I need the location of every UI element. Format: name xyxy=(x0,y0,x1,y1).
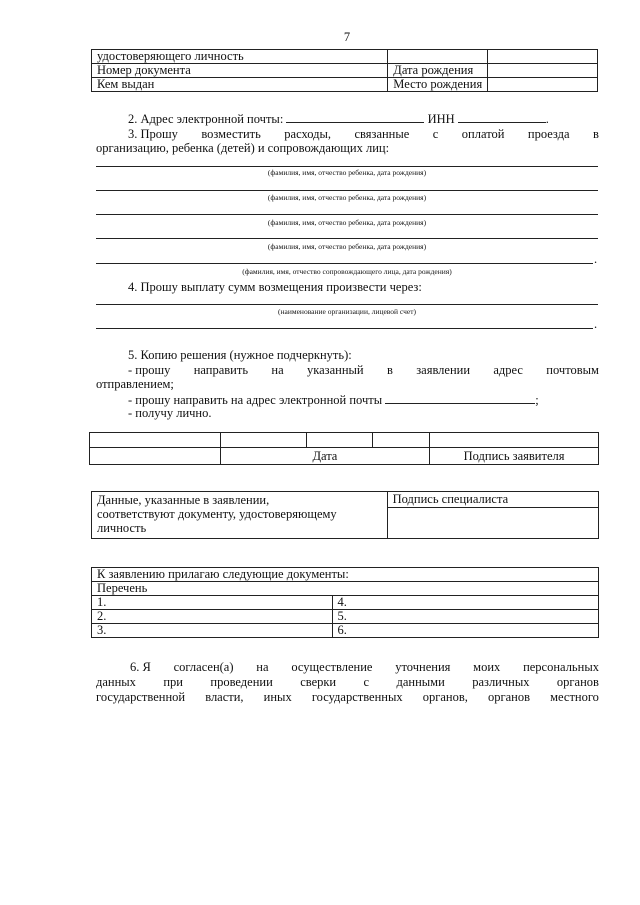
attachment-item[interactable]: 1. xyxy=(92,596,333,610)
birth-date-label: Дата рождения xyxy=(388,64,488,78)
payment-caption: (наименование организации, лицевой счет) xyxy=(278,307,416,316)
signature-table xyxy=(89,432,599,465)
signature-field[interactable] xyxy=(430,433,599,448)
issued-by-label: Кем выдан xyxy=(92,78,388,92)
identity-table xyxy=(91,49,598,92)
birth-place-field[interactable] xyxy=(488,78,598,92)
child-3-field[interactable] xyxy=(96,214,598,215)
child-2-field[interactable] xyxy=(96,190,598,191)
inn-field[interactable] xyxy=(458,111,546,123)
item-6-line-2: данных при проведении сверки с данными различных органов xyxy=(96,675,599,689)
item-5-option-3[interactable]: - получу лично. xyxy=(128,406,212,420)
birth-date-field[interactable] xyxy=(488,64,598,78)
attachment-item[interactable]: 2. xyxy=(92,610,333,624)
item-4: 4. Прошу выплату сумм возмещения произвести через: xyxy=(128,280,422,294)
specialist-signature-field[interactable] xyxy=(388,508,598,538)
applicant-signature-label: Подпись заявителя xyxy=(430,448,599,465)
doc-number-label: Номер документа xyxy=(92,64,388,78)
payment-account-field[interactable] xyxy=(96,328,593,329)
page-number: 7 xyxy=(343,30,351,44)
child-2-caption: (фамилия, имя, отчество ребенка, дата рождения) xyxy=(267,193,427,202)
escort-field[interactable] xyxy=(96,263,593,264)
item-2: 2. Адрес электронной почты: ИНН . xyxy=(128,112,549,126)
child-4-caption: (фамилия, имя, отчество ребенка, дата рождения) xyxy=(267,242,427,251)
child-1-caption: (фамилия, имя, отчество ребенка, дата рождения) xyxy=(267,168,427,177)
verification-table: Данные, указанные в заявлении, соответствуют документу, удостоверяющему личность Подпись специалиста xyxy=(91,491,599,539)
attachments-table xyxy=(91,567,599,638)
email-label: 2. Адрес электронной почты: xyxy=(128,112,284,126)
item-6-line-1: 6. Я согласен(а) на осуществление уточнения моих персональных xyxy=(130,660,599,674)
identity-doc-label: удостоверяющего личность xyxy=(92,50,388,64)
item-5-option-2[interactable]: - прошу направить на адрес электронной почты ; xyxy=(128,393,539,407)
copy-email-field[interactable] xyxy=(385,392,535,404)
date-label: Дата xyxy=(220,448,429,465)
item-5: 5. Копию решения (нужное подчеркнуть): xyxy=(128,348,352,362)
escort-caption: (фамилия, имя, отчество сопровождающего лица, дата рождения) xyxy=(242,267,452,276)
attachment-item[interactable]: 5. xyxy=(332,610,598,624)
specialist-signature-label: Подпись специалиста xyxy=(388,492,598,508)
attachment-item[interactable]: 6. xyxy=(332,624,598,638)
item-5-option-1-cont: отправлением; xyxy=(96,377,174,391)
child-1-field[interactable] xyxy=(96,166,598,167)
attachment-item[interactable]: 4. xyxy=(332,596,598,610)
item-3-line-1: 3. Прошу возместить расходы, связанные с оплатой проезда в xyxy=(128,127,599,141)
item-3-line-2: организацию, ребенка (детей) и сопровождающих лиц: xyxy=(96,141,390,155)
email-field[interactable] xyxy=(286,111,424,123)
inn-label: ИНН xyxy=(427,112,455,126)
child-4-field[interactable] xyxy=(96,238,598,239)
item-6-line-3: государственной власти, иных государственных органов, органов местного xyxy=(96,690,599,704)
birth-place-label: Место рождения xyxy=(388,78,488,92)
attachments-list-label: Перечень xyxy=(92,582,599,596)
child-3-caption: (фамилия, имя, отчество ребенка, дата рождения) xyxy=(267,218,427,227)
attachments-header: К заявлению прилагаю следующие документы: xyxy=(92,568,599,582)
item-5-option-1[interactable]: - прошу направить на указанный в заявлении адрес почтовым xyxy=(128,363,599,377)
attachment-item[interactable]: 3. xyxy=(92,624,333,638)
payment-org-field[interactable] xyxy=(96,304,598,305)
